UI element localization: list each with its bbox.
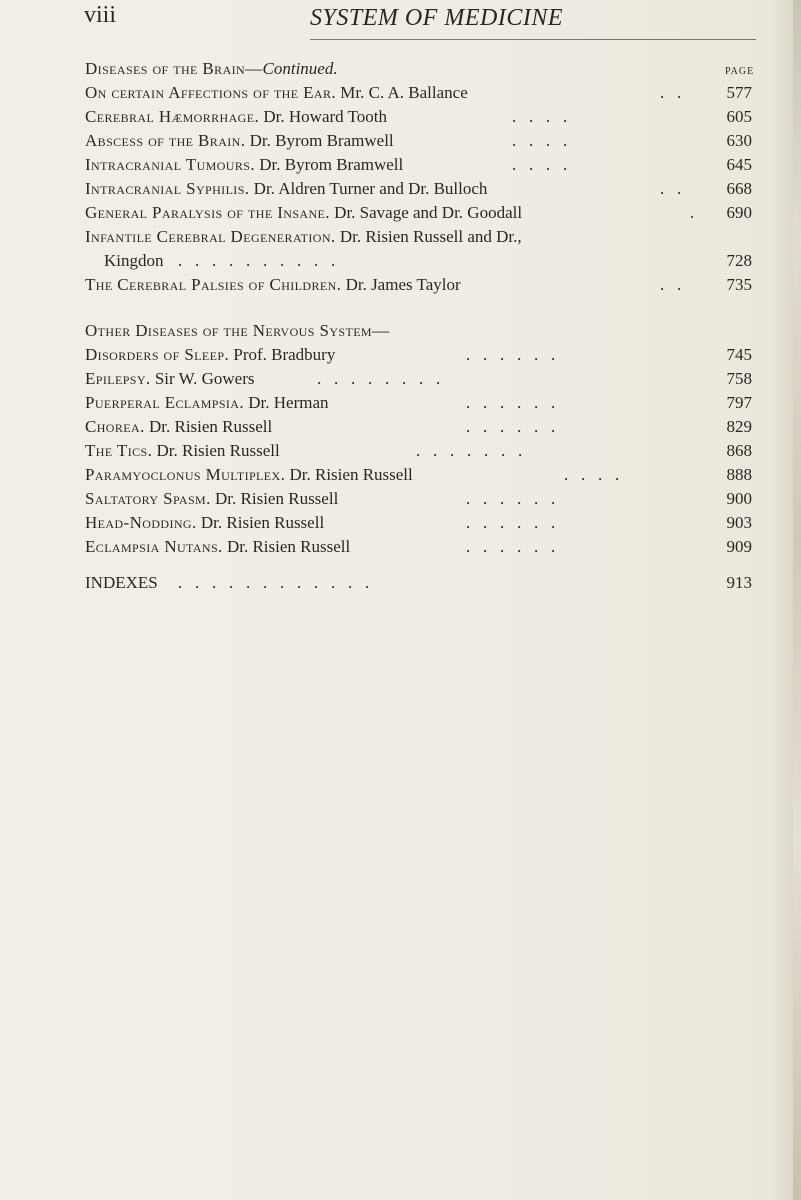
- section-heading-continued: Continued.: [262, 59, 338, 78]
- toc-entry-disorders-of-sleep[interactable]: [0, 342, 801, 368]
- entry-page: 758: [726, 369, 752, 388]
- entry-author-continued: Kingdon: [104, 251, 164, 270]
- leader-dots: . . . . . . . . . .: [178, 251, 336, 270]
- entry-page: 690: [726, 203, 752, 222]
- toc-entry-abscess[interactable]: [0, 128, 801, 154]
- toc-entry-paramyoclonus[interactable]: [0, 462, 801, 488]
- entry-author: Dr. Risien Russell: [156, 441, 280, 460]
- entry-title: Puerperal Eclampsia.: [85, 393, 245, 412]
- toc-entry-infantile-degeneration[interactable]: [0, 224, 801, 250]
- toc-entry-cerebral-palsies[interactable]: [0, 272, 801, 298]
- entry-author: Dr. Byrom Bramwell: [259, 155, 404, 174]
- toc-entry-indexes[interactable]: [0, 570, 801, 596]
- entry-author: Dr. Risien Russell: [215, 489, 339, 508]
- entry-page: 868: [726, 441, 752, 460]
- toc-entry-intracranial-syphilis[interactable]: [0, 176, 801, 202]
- entry-author: Dr. Savage and Dr. Goodall: [334, 203, 523, 222]
- running-title: SYSTEM OF MEDICINE: [310, 5, 563, 31]
- toc-entry-epilepsy[interactable]: [0, 366, 801, 392]
- entry-author: Dr. Risien Russell: [226, 537, 351, 556]
- toc-entry-cerebral-haemorrhage[interactable]: [0, 104, 801, 130]
- entry-author: Mr. C. A. Ballance: [340, 83, 468, 102]
- section-heading-main: Diseases of the Brain—: [85, 59, 263, 78]
- leader-dots: . . . . . . . .: [317, 369, 441, 388]
- leader-dots: . . . . . .: [466, 513, 556, 532]
- leader-dots: . .: [660, 179, 682, 198]
- entry-page: 645: [726, 155, 752, 174]
- entry-author: Dr. Risien Russell: [200, 513, 325, 532]
- entry-page: 605: [726, 107, 752, 126]
- entry-title: Epilepsy.: [85, 369, 151, 388]
- toc-entry-tics[interactable]: [0, 438, 801, 464]
- entry-page: 797: [726, 393, 752, 412]
- entry-title: On certain Affections of the Ear.: [85, 83, 337, 102]
- leader-dots: . . . . . .: [466, 417, 556, 436]
- entry-title: General Paralysis of the Insane.: [85, 203, 330, 222]
- entry-title: Cerebral Hæmorrhage.: [85, 107, 260, 126]
- entry-page: 630: [726, 131, 752, 150]
- leader-dots: . . . . . .: [466, 489, 556, 508]
- toc-entry-head-nodding[interactable]: [0, 510, 801, 536]
- toc-entry-puerperal-eclampsia[interactable]: [0, 390, 801, 416]
- entry-author: Dr. Aldren Turner and Dr. Bulloch: [253, 179, 488, 198]
- entry-page: 829: [726, 417, 752, 436]
- leader-dots: . .: [660, 275, 682, 294]
- toc-entry-ear[interactable]: [0, 80, 801, 106]
- leader-dots: . . . . . . .: [416, 441, 523, 460]
- entry-author: Dr. Howard Tooth: [263, 107, 388, 126]
- entry-page: 909: [726, 537, 752, 556]
- toc-entry-saltatory-spasm[interactable]: [0, 486, 801, 512]
- leader-dots: . . . .: [512, 131, 568, 150]
- entry-author: Dr. Risien Russell and Dr.,: [339, 227, 522, 246]
- section-heading-nervous-system: Other Diseases of the Nervous System—: [85, 321, 390, 340]
- entry-author: Dr. Byrom Bramwell: [249, 131, 394, 150]
- entry-author: Prof. Bradbury: [233, 345, 336, 364]
- entry-page: 728: [726, 251, 752, 270]
- entry-title: Chorea.: [85, 417, 145, 436]
- entry-page: 903: [726, 513, 752, 532]
- leader-dots: . . . .: [512, 107, 568, 126]
- entry-author: Dr. Herman: [248, 393, 329, 412]
- indexes-label: INDEXES: [85, 573, 158, 592]
- entry-author: Sir W. Gowers: [154, 369, 255, 388]
- leader-dots: . . . .: [512, 155, 568, 174]
- leader-dots: . . . .: [564, 465, 620, 484]
- leader-dots: . . . . . .: [466, 393, 556, 412]
- entry-page: 913: [726, 573, 752, 592]
- toc-entry-chorea[interactable]: [0, 414, 801, 440]
- entry-title: Paramyoclonus Multiplex.: [85, 465, 286, 484]
- leader-dots: .: [690, 203, 695, 222]
- section-heading-brain: [0, 56, 801, 82]
- page-column-label: PAGE: [725, 66, 755, 77]
- entry-page: 735: [726, 275, 752, 294]
- leader-dots: . . . . . .: [466, 537, 556, 556]
- entry-title: Infantile Cerebral Degeneration.: [85, 227, 336, 246]
- entry-title: Saltatory Spasm.: [85, 489, 211, 508]
- page-folio: viii: [84, 2, 117, 28]
- entry-author: Dr. Risien Russell: [148, 417, 273, 436]
- header-rule: [310, 39, 756, 40]
- entry-page: 900: [726, 489, 752, 508]
- leader-dots: . .: [660, 83, 682, 102]
- toc-entry-eclampsia-nutans[interactable]: [0, 534, 801, 560]
- toc-entry-infantile-continuation[interactable]: [0, 248, 801, 274]
- entry-title: The Cerebral Palsies of Children.: [85, 275, 342, 294]
- leader-dots: . . . . . . . . . . . .: [178, 573, 370, 592]
- entry-author: Dr. Risien Russell: [289, 465, 413, 484]
- entry-page: 577: [726, 83, 752, 102]
- entry-title: Head-Nodding.: [85, 513, 197, 532]
- entry-title: Intracranial Tumours.: [85, 155, 255, 174]
- leader-dots: . . . . . .: [466, 345, 556, 364]
- entry-page: 888: [726, 465, 752, 484]
- entry-title: Intracranial Syphilis.: [85, 179, 250, 198]
- entry-title: Eclampsia Nutans.: [85, 537, 223, 556]
- toc-entry-general-paralysis[interactable]: [0, 200, 801, 226]
- entry-title: Abscess of the Brain.: [85, 131, 246, 150]
- entry-page: 668: [726, 179, 752, 198]
- entry-page: 745: [726, 345, 752, 364]
- entry-title: Disorders of Sleep.: [85, 345, 230, 364]
- entry-title: The Tics.: [85, 441, 153, 460]
- toc-entry-intracranial-tumours[interactable]: [0, 152, 801, 178]
- entry-author: Dr. James Taylor: [345, 275, 461, 294]
